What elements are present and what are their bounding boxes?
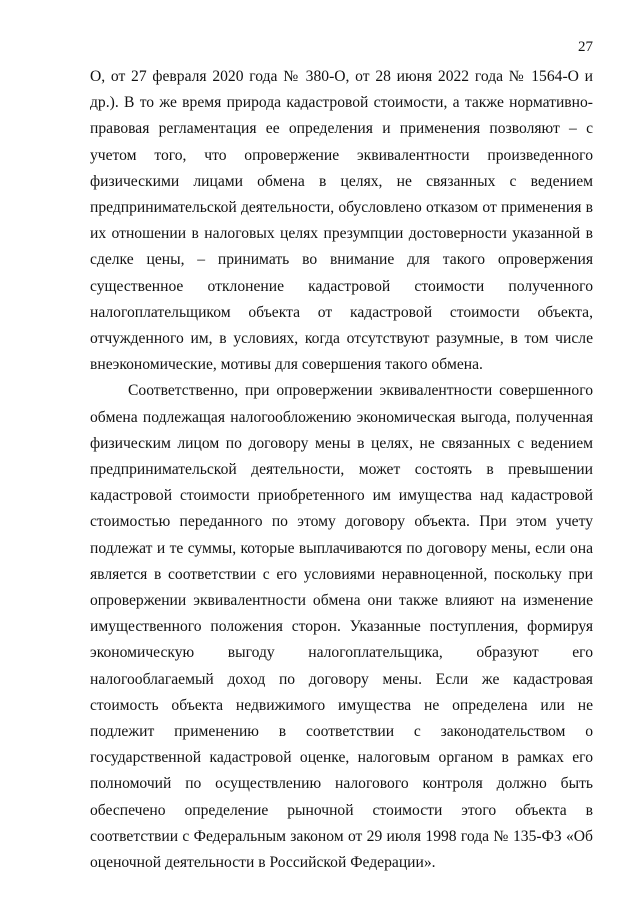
paragraph-continuation: О, от 27 февраля 2020 года № 380-О, от 28 июня 2022 года № 1564-О и др.). В то же время природа кадастровой стоимости, а также нормативно-правовая регламентация ее определения и применения позволяют – с учетом того, что опровержение эквивалентности произведенного физическими лицами обмена в целях, не связанных с ведением предпринимательской деятельности, обусловлено отказом от применения в их отношении в налоговых целях презумпции достоверности указанной в сделке цены, – принимать во внимание для такого опровержения существенное отклонение кадастровой стоимости полученного налогоплательщиком объекта от кадастровой стоимости объекта, отчужденного им, в условиях, когда отсутствуют разумные, в том числе внеэкономические, мотивы для совершения такого обмена. xyxy=(90,68,593,374)
paragraph-main: Соответственно, при опровержении эквивалентности совершенного обмена подлежащая налогообложению экономическая выгода, полученная физическим лицом по договору мены в целях, не связанных с ведением предпринимательской деятельности, может состоять в превышении кадастровой стоимости приобретенного им имущества над кадастровой стоимостью переданного по этому договору объекта. При этом учету подлежат и те суммы, которые выплачиваются по договору мены, если она является в соответствии с его условиями неравноценной, поскольку при опровержении эквивалентности обмена они также влияют на изменение имущественного положения сторон. Указанные поступления, формируя экономическую выгоду налогоплательщика, образуют его налогооблагаемый доход по договору мены. Если же кадастровая стоимость объекта недвижимого имущества не определена или не подлежит применению в соответствии с законодательством о государственной кадастровой оценке, налоговым органом в рамках его полномочий по осуществлению налогового контроля должно быть обеспечено определение рыночной стоимости этого объекта в соответствии с Федеральным законом от 29 июля 1998 года № 135-ФЗ «Об оценочной деятельности в Российской Федерации». xyxy=(90,382,593,872)
document-body xyxy=(90,64,593,876)
page-number: 27 xyxy=(578,39,593,55)
